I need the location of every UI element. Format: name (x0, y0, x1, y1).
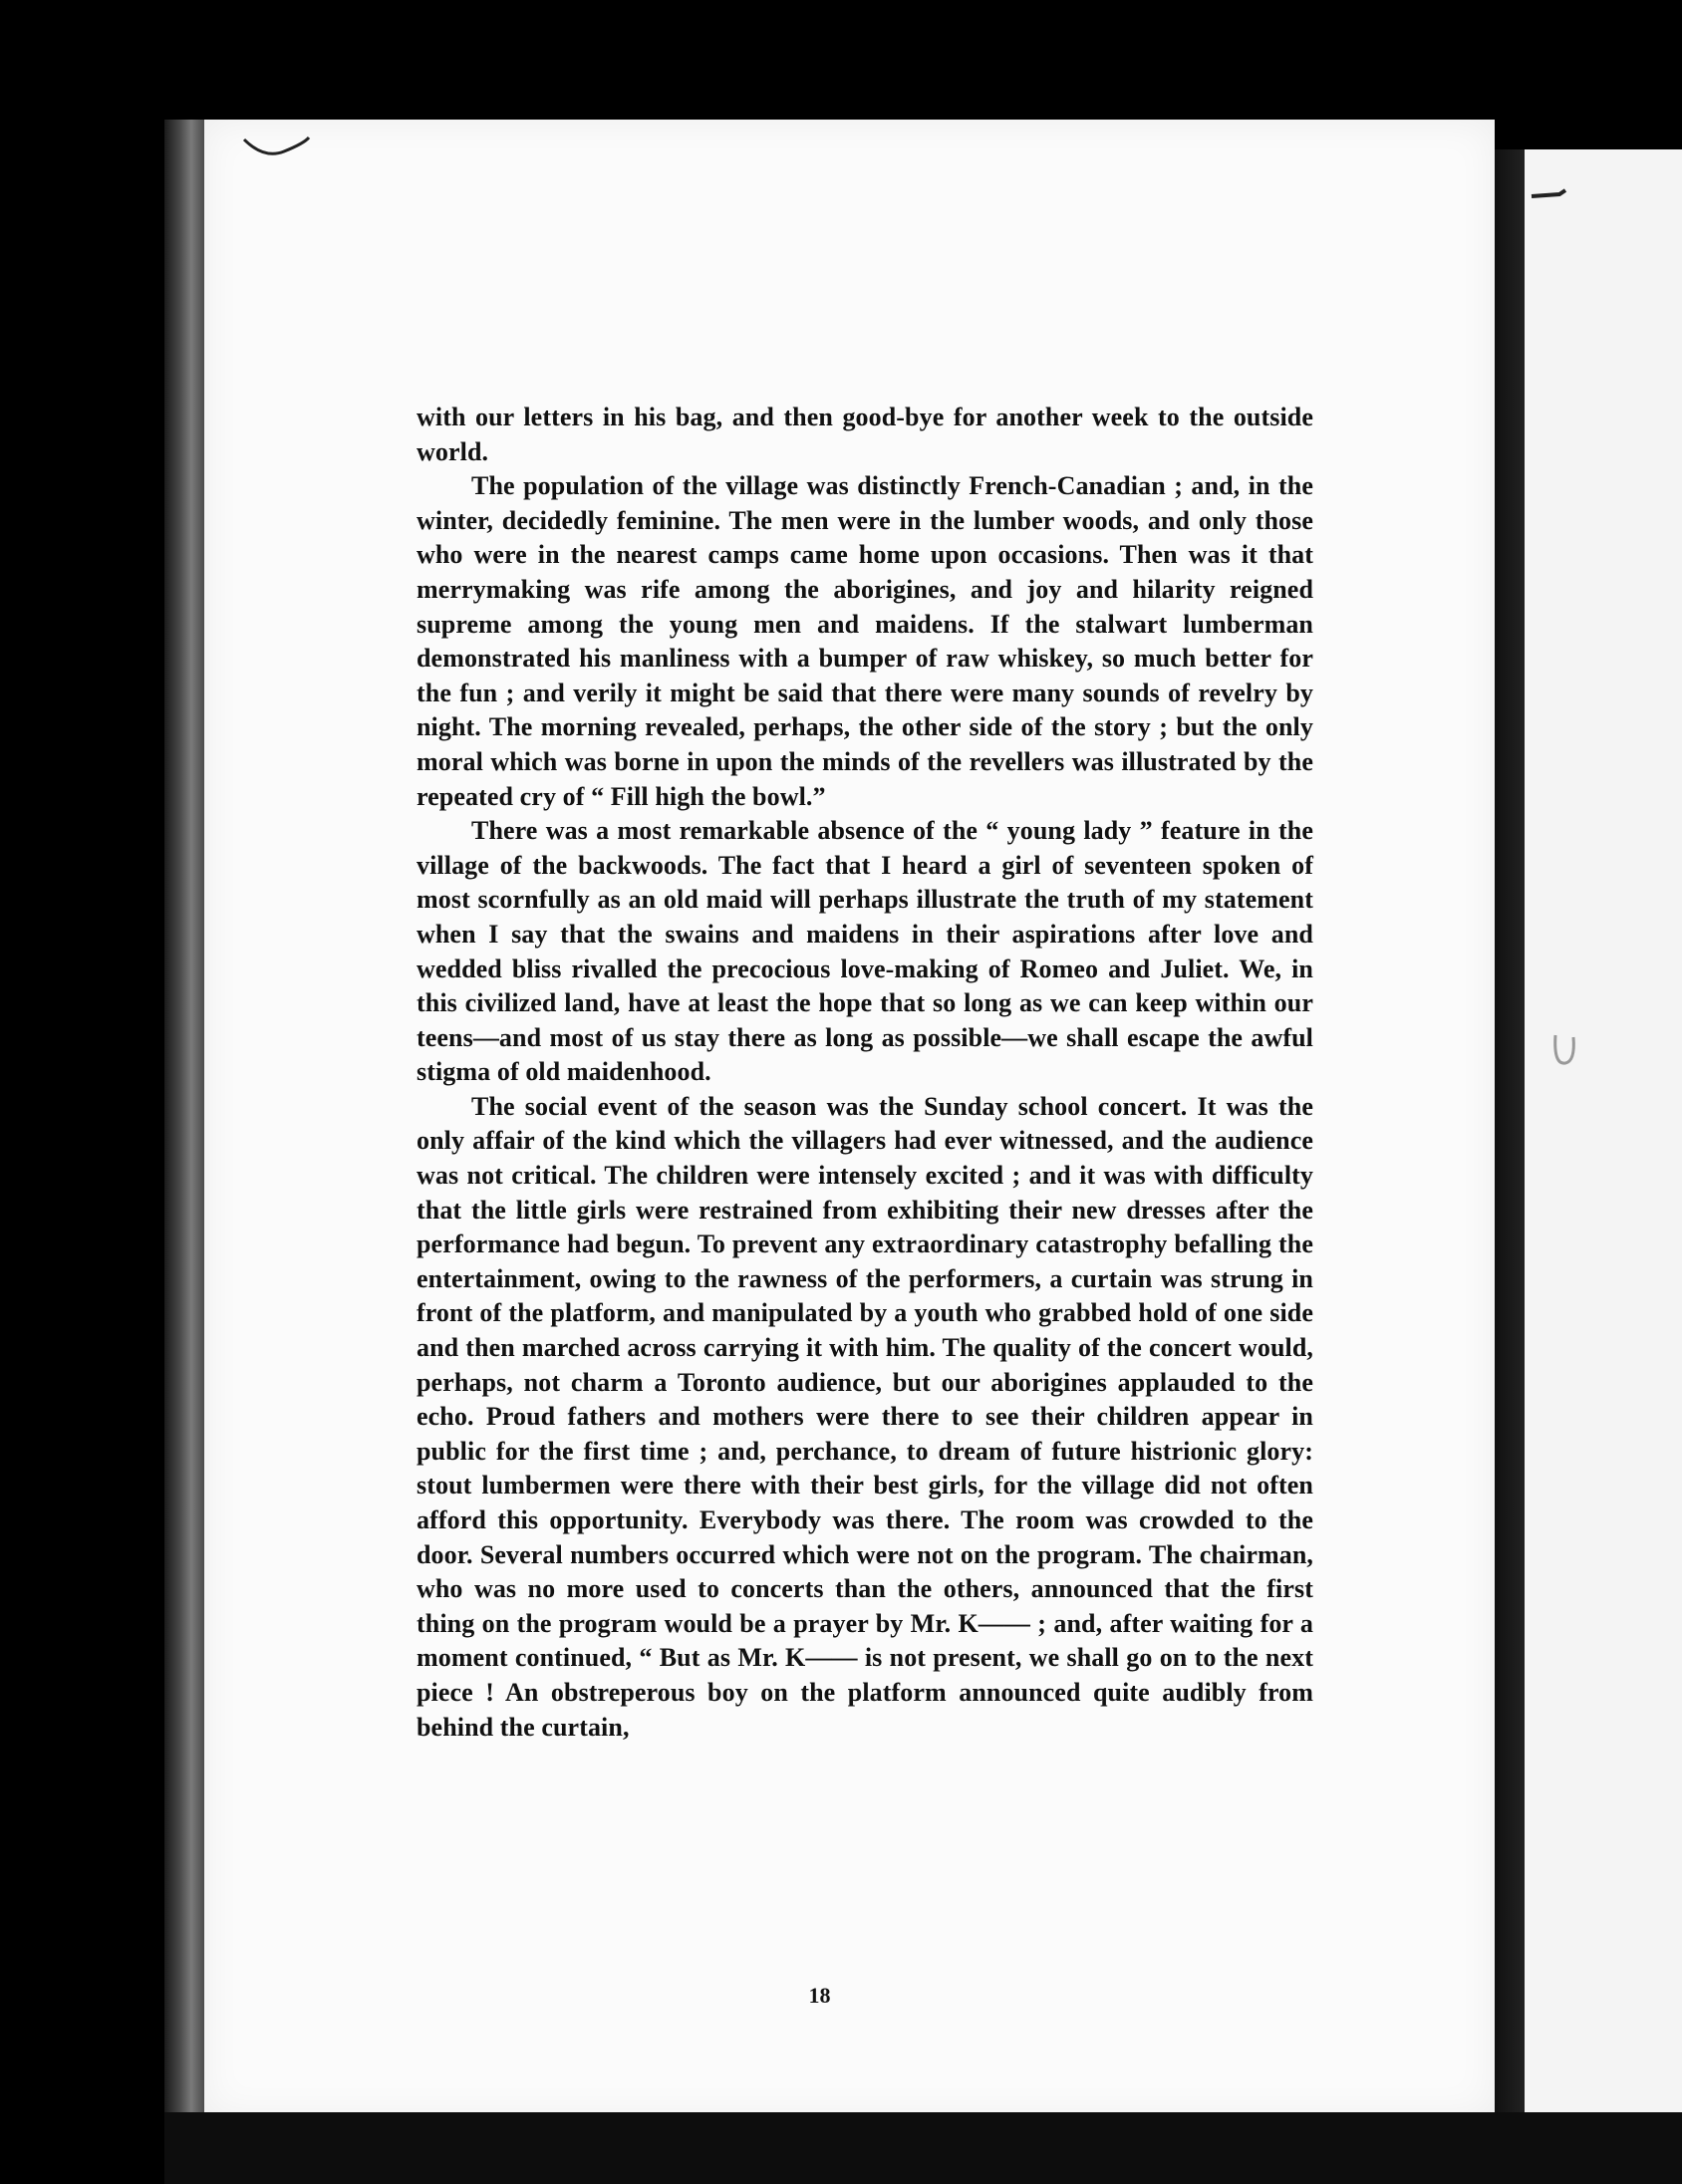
bottom-shadow (164, 2112, 1682, 2184)
body-text (417, 401, 1313, 1745)
paragraph-1: with our letters in his bag, and then good-bye for another week to the outside world. (417, 403, 1313, 466)
facing-page-edge (1525, 149, 1682, 2132)
page-number (204, 1983, 1495, 2009)
paragraph-3: There was a most remarkable absence of the “ young lady ” feature in the village of the backwoods. The fact that I heard a girl of seventeen spoken of most scornfully as an old maid will perhaps illustrate the truth of my statement when I say that the swains and maidens in their aspirations after love and wedded bliss rivalled the precocious love-making of Romeo and Juliet. We, in this civilized land, have at least the hope that so long as we can keep within our teens—and most of us stay there as long as possible—we shall escape the awful stigma of old maidenhood. (417, 816, 1313, 1087)
paragraph-4: The social event of the season was the Sunday school concert. It was the only affair of the kind which the villagers had ever witnessed, and the audience was not critical. The children were intensely excited ; and it was with difficulty that the little girls were restrained from exhibiting their new dresses after the performance had begun. To prevent any extraordinary catastrophy befalling the entertainment, owing to the rawness of the performers, a curtain was strung in front of the platform, and manipulated by a youth who grabbed hold of one side and then marched across carrying it with him. The quality of the concert would, perhaps, not charm a Toronto audience, but our aborigines applauded to the echo. Proud fathers and mothers were there to see their children appear in public for the first time ; and, perchance, to dream of future histrionic glory: stout lumbermen were there with their best girls, for the village did not often afford this opportunity. Everybody was there. The room was crowded to the door. Several numbers occurred which were not on the program. The chairman, who was no more used to concerts than the others, announced that the first thing on the program would be a prayer by Mr. K—— ; and, after waiting for a moment continued, “ But as Mr. K—— is not present, we shall go on to the next piece ! An obstreperous boy on the platform announced quite audibly from behind the curtain, (417, 1091, 1313, 1742)
book-binding-shadow (164, 120, 209, 2122)
page-gutter (1495, 149, 1525, 2132)
page-number-text: 18 (808, 1983, 831, 2008)
paragraph-2: The population of the village was distinctly French-Canadian ; and, in the winter, decidedly feminine. The men were in the lumber woods, and only those who were in the nearest camps came home upon occasions. Then was it that merrymaking was rife among the aborigines, and joy and hilarity reigned supreme among the young men and maidens. If the stalwart lumberman demonstrated his manliness with a bumper of raw whiskey, so much better for the fun ; and verily it might be said that there were many sounds of revelry by night. The morning revealed, perhaps, the other side of the story ; but the only moral which was borne in upon the minds of the revellers was illustrated by the repeated cry of “ Fill high the bowl.” (417, 471, 1313, 811)
